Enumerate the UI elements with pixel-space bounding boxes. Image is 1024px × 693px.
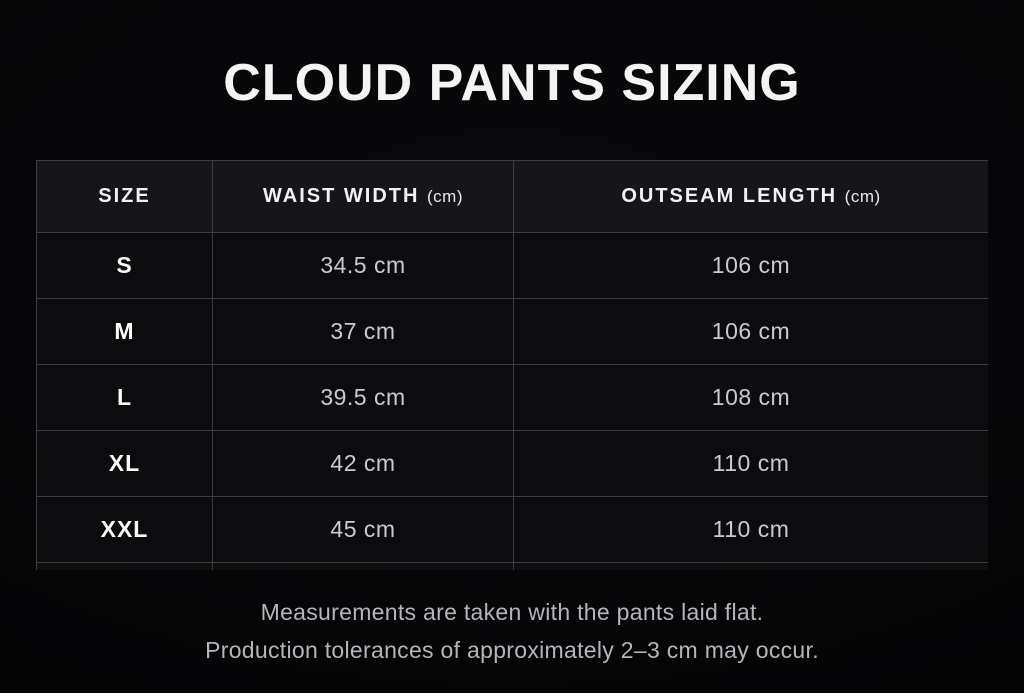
column-header-outseam-label: OUTSEAM LENGTH [621, 185, 838, 207]
cutoff-cell [213, 563, 514, 571]
column-header-waist-unit: (cm) [427, 187, 463, 206]
table-row-cutoff [37, 563, 989, 571]
column-header-outseam [514, 161, 989, 233]
column-header-size [37, 161, 213, 233]
row-size-cell: S [37, 233, 213, 299]
cutoff-cell [37, 563, 213, 571]
table-header-row [37, 161, 989, 233]
row-outseam-cell: 106 cm [514, 233, 989, 299]
sizing-table-body [37, 233, 989, 571]
cutoff-cell [514, 563, 989, 571]
footer-line-1: Measurements are taken with the pants laid flat. [260, 599, 764, 625]
table-row [37, 365, 989, 431]
sizing-table [36, 160, 988, 570]
row-waist-cell: 39.5 cm [213, 365, 514, 431]
table-row [37, 497, 989, 563]
footer-line-2: Production tolerances of approximately 2–3 cm may occur. [205, 637, 819, 663]
table-row [37, 299, 989, 365]
row-waist-cell: 42 cm [213, 431, 514, 497]
page-title: CLOUD PANTS SIZING [223, 54, 801, 112]
row-size-cell: XXL [37, 497, 213, 563]
row-size-cell: XL [37, 431, 213, 497]
row-waist-cell: 45 cm [213, 497, 514, 563]
row-waist-cell: 37 cm [213, 299, 514, 365]
row-size-cell: L [37, 365, 213, 431]
row-outseam-cell: 110 cm [514, 497, 989, 563]
row-outseam-cell: 106 cm [514, 299, 989, 365]
column-header-waist [213, 161, 514, 233]
table-row [37, 233, 989, 299]
row-size-cell: M [37, 299, 213, 365]
footer-note [0, 593, 1024, 669]
column-header-waist-label: WAIST WIDTH [263, 185, 420, 207]
row-waist-cell: 34.5 cm [213, 233, 514, 299]
sizing-table-container [36, 160, 988, 570]
table-row [37, 431, 989, 497]
row-outseam-cell: 108 cm [514, 365, 989, 431]
column-header-size-label: SIZE [98, 185, 151, 207]
row-outseam-cell: 110 cm [514, 431, 989, 497]
column-header-outseam-unit: (cm) [844, 187, 881, 206]
